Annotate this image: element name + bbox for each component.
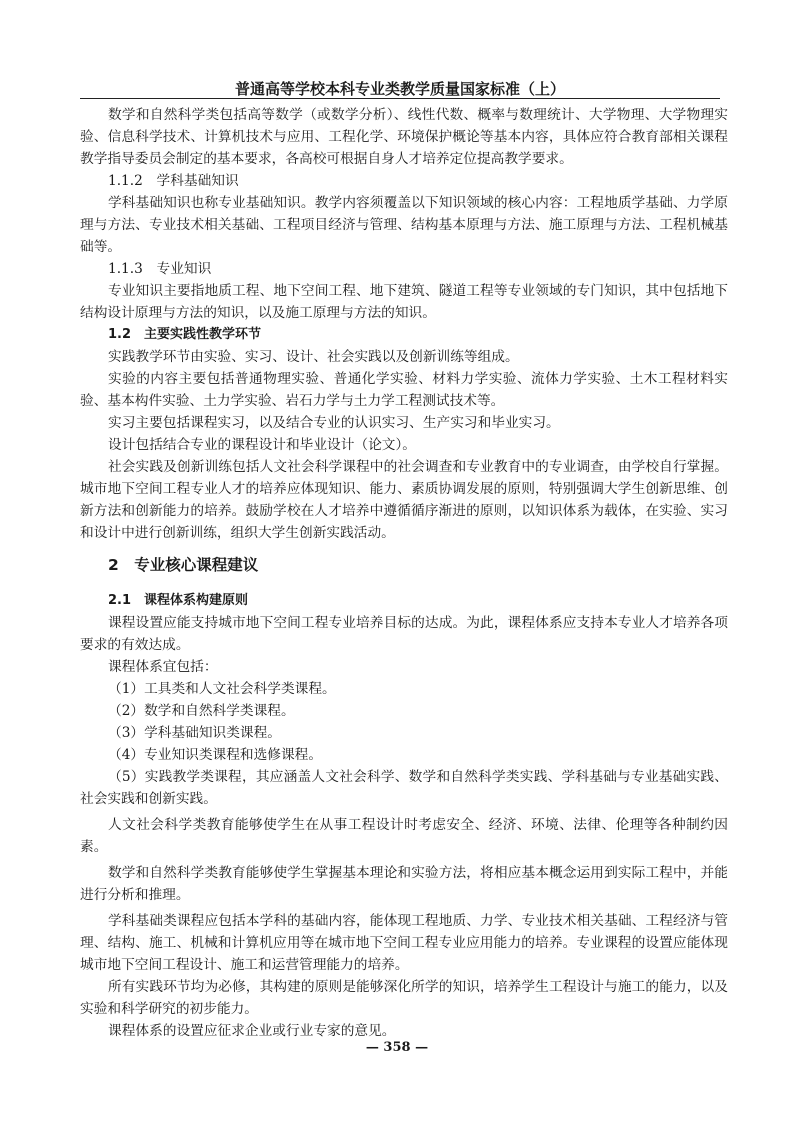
section-heading-2-1: 2.1 课程体系构建原则 [108, 593, 249, 608]
header-title: 普通高等学校本科专业类教学质量国家标准（上） [234, 80, 565, 98]
paragraph: 数学和自然科学类教育能够使学生掌握基本理论和实验方法，将相应基本概念运用到实际工程中，并能进行分析和推理。 [80, 865, 728, 903]
paragraph: 学科基础类课程应包括本学科的基础内容，能体现工程地质、力学、专业技术相关基础、工程经济与管理、结构、施工、机械和计算机应用等在城市地下空间工程专业应用能力的培养。专业课程的设置应能体现城市地下空间工程设计、施工和运营管理能力的培养。 [80, 913, 728, 973]
paragraph: 课程设置应能支持城市地下空间工程专业培养目标的达成。为此，课程体系应支持本专业人才培养各项要求的有效达成。 [80, 615, 728, 653]
list-item: （2）数学和自然科学类课程。 [108, 703, 295, 719]
section-heading-1-2: 1.2 主要实践性教学环节 [108, 327, 262, 342]
list-item: （1）工具类和人文社会科学类课程。 [108, 681, 336, 697]
paragraph: 社会实践及创新训练包括人文社会科学课程中的社会调查和专业教育中的专业调查，由学校自行掌握。城市地下空间工程专业人才的培养应体现知识、能力、素质协调发展的原则，特别强调大学生创新思维、创新方法和创新能力的培养。鼓励学校在人才培养中遵循循序渐进的原则，以知识体系为载体，在实验、实习和设计中进行创新训练，组织大学生创新实践活动。 [80, 459, 728, 541]
paragraph: 专业知识主要指地质工程、地下空间工程、地下建筑、隧道工程等专业领域的专门知识，其中包括地下结构设计原理与方法的知识，以及施工原理与方法的知识。 [80, 283, 728, 321]
list-item: （3）学科基础知识类课程。 [108, 725, 281, 741]
list-item: （4）专业知识类课程和选修课程。 [108, 747, 323, 763]
paragraph: 设计包括结合专业的课程设计和毕业设计（论文）。 [108, 437, 416, 453]
page-number: — 358 — [365, 1040, 429, 1055]
paragraph: 课程体系的设置应征求企业或行业专家的意见。 [108, 1023, 396, 1039]
section-heading-1-1-2: 1.1.2 学科基础知识 [108, 173, 239, 189]
paragraph: 所有实践环节均为必修，其构建的原则是能够深化所学的知识，培养学生工程设计与施工的能力，以及实验和科学研究的初步能力。 [80, 979, 728, 1017]
paragraph: 实验的内容主要包括普通物理实验、普通化学实验、材料力学实验、流体力学实验、土木工程材料实验、基本构件实验、土力学实验、岩石力学与土力学工程测试技术等。 [80, 371, 728, 409]
paragraph: 实践教学环节由实验、实习、设计、社会实践以及创新训练等组成。 [108, 349, 519, 365]
paragraph: 课程体系宜包括： [108, 659, 218, 675]
paragraph: 数学和自然科学类包括高等数学（或数学分析）、线性代数、概率与数理统计、大学物理、大学物理实验、信息科学技术、计算机技术与应用、工程化学、环境保护概论等基本内容，具体应符合教育部相关课程教学指导委员会制定的基本要求，各高校可根据自身人才培养定位提高教学要求。 [80, 107, 728, 167]
list-item: （5）实践教学类课程，其应涵盖人文社会科学、数学和自然科学类实践、学科基础与专业基础实践、社会实践和创新实践。 [80, 769, 728, 807]
paragraph: 实习主要包括课程实习，以及结合专业的认识实习、生产实习和毕业实习。 [108, 415, 560, 431]
page-body [80, 104, 728, 1042]
paragraph: 人文社会科学类教育能够使学生在从事工程设计时考虑安全、经济、环境、法律、伦理等各种制约因素。 [80, 817, 728, 855]
section-heading-1-1-3: 1.1.3 专业知识 [108, 261, 212, 277]
paragraph: 学科基础知识也称专业基础知识。教学内容须覆盖以下知识领域的核心内容：工程地质学基础、力学原理与方法、专业技术相关基础、工程项目经济与管理、结构基本原理与方法、施工原理与方法、工程机械基础等。 [80, 195, 728, 255]
chapter-heading-2: 2 专业核心课程建议 [108, 556, 259, 574]
running-header [80, 78, 720, 99]
